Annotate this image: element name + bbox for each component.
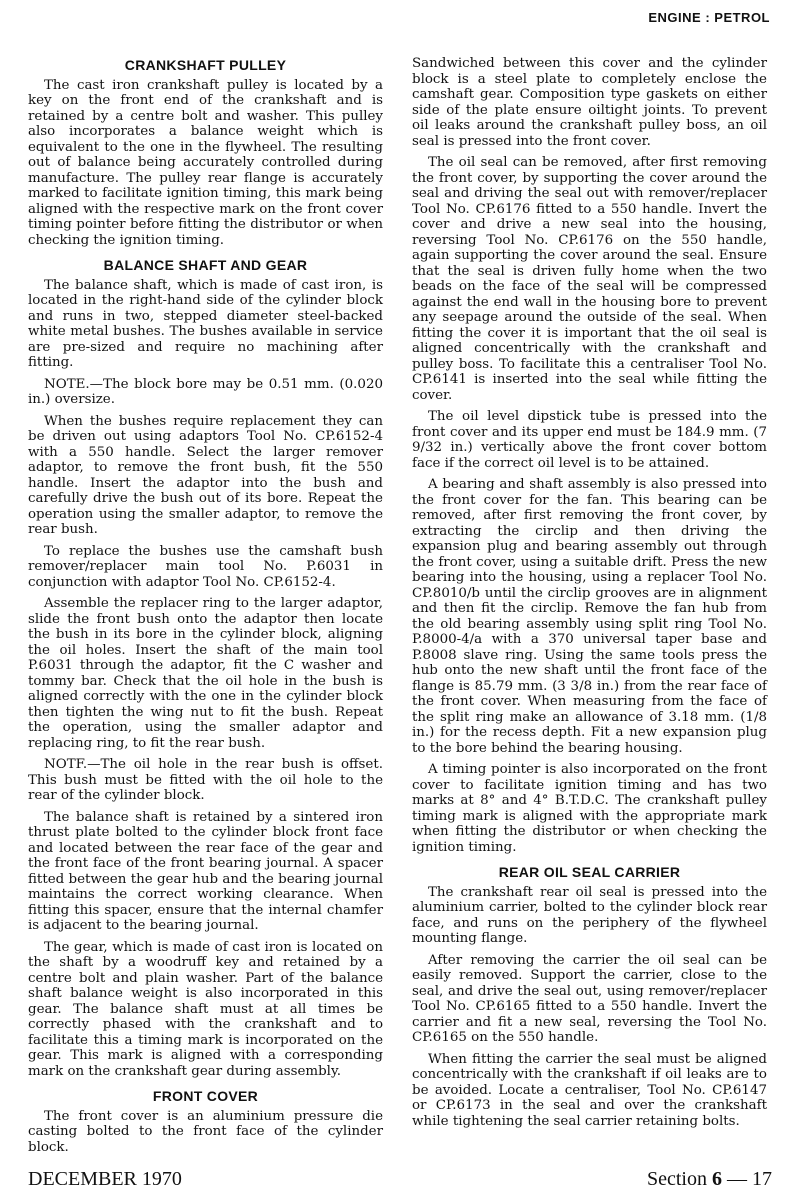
left-column xyxy=(28,58,383,1161)
section-label: Section xyxy=(647,1168,707,1190)
paragraph: Assemble the replacer ring to the larger adaptor, slide the front bush onto the adaptor then locate the bush in its bore in the cylinder block, aligning the oil holes. Insert the shaft of the main tool P.6031 through the adaptor, fit the C washer and tommy bar. Check that the oil hole in the bush is aligned correctly with the one in the cylinder block then tighten the wing nut to fit the bush. Repeat the operation, using the smaller adaptor and replacing ring, to fit the rear bush. xyxy=(28,596,383,751)
heading-rear-oil-seal-carrier: REAR OIL SEAL CARRIER xyxy=(498,864,681,880)
paragraph-continued: Sandwiched between this cover and the cylinder block is a steel plate to completely enclose the camshaft gear. Composition type gaskets on either side of the plate ensure oiltight joints. To prevent oil leaks around the crankshaft pulley boss, an oil seal is pressed into the front cover. xyxy=(412,56,767,149)
paragraph: A bearing and shaft assembly is also pressed into the front cover for the fan. This bearing can be removed, after first removing the front cover, by extracting the circlip and then driving the expansion plug and bearing assembly out through the front cover, using a suitable drift. Press the new bearing into the housing, using a replacer Tool No. CP.8010/b until the circlip grooves are in alignment and then fit the circlip. Remove the fan hub from the old bearing assembly using split ring Tool No. P.8000-4/a with a 370 universal taper base and P.8008 slave ring. Using the same tools press the hub onto the new shaft until the front face of the flange is 85.79 mm. (3 3/8 in.) from the rear face of the front cover. When measuring from the face of the split ring make an allowance of 3.18 mm. (1/8 in.) for the recess depth. Fit a new expansion plug to the bore behind the bearing housing. xyxy=(412,477,767,756)
paragraph: The gear, which is made of cast iron is located on the shaft by a woodruff key and retained by a centre bolt and plain washer. Part of the balance shaft balance weight is also incorporated in this gear. The balance shaft must at all times be correctly phased with the crankshaft and to facilitate this a timing mark is incorporated on the gear. This mark is aligned with a corresponding mark on the crankshaft gear during assembly. xyxy=(28,939,383,1079)
paragraph: To replace the bushes use the camshaft bush remover/replacer main tool No. P.6031 in conjunction with adaptor Tool No. CP.6152-4. xyxy=(28,543,383,590)
paragraph: The balance shaft is retained by a sintered iron thrust plate bolted to the cylinder block front face and located between the rear face of the gear and the front face of the front bearing journal. A spacer fitted between the gear hub and the bearing journal maintains the correct working clearance. When fitting this spacer, ensure that the internal chamfer is adjacent to the bearing journal. xyxy=(28,809,383,933)
paragraph: A timing pointer is also incorporated on the front cover to facilitate ignition timing and has two marks at 8° and 4° B.T.D.C. The crankshaft pulley timing mark is aligned with the appropriate mark when fitting the distributor or when checking the ignition timing. xyxy=(412,762,767,855)
heading-crankshaft-pulley: CRANKSHAFT PULLEY xyxy=(124,57,287,73)
page-suffix: — 17 xyxy=(727,1168,772,1190)
footer-date: DECEMBER 1970 xyxy=(28,1168,182,1190)
paragraph: The balance shaft, which is made of cast iron, is located in the right-hand side of the cylinder block and runs in two, stepped diameter steel-backed white metal bushes. The bushes available in service are pre-sized and require no machining after fitting. xyxy=(28,277,383,370)
paragraph: When fitting the carrier the seal must be aligned concentrically with the crankshaft if oil leaks are to be avoided. Locate a centraliser, Tool No. CP.6147 or CP.6173 in the seal and over the crankshaft while tightening the seal carrier retaining bolts. xyxy=(412,1051,767,1129)
note-paragraph: NOTE.—The block bore may be 0.51 mm. (0.020 in.) oversize. xyxy=(28,376,383,407)
paragraph: The crankshaft rear oil seal is pressed into the aluminium carrier, bolted to the cylinder block rear face, and runs on the periphery of the flywheel mounting flange. xyxy=(412,884,767,946)
right-column xyxy=(412,56,767,1135)
paragraph: The oil seal can be removed, after first removing the front cover, by supporting the cover around the seal and driving the seal out with remover/replacer Tool No. CP.6176 fitted to a 550 handle. Invert the cover and drive a new seal into the housing, reversing Tool No. CP.6176 on the 550 handle, again supporting the cover around the seal. Ensure that the seal is driven fully home when the two beads on the face of the seal will be compressed against the end wall in the housing bore to prevent any seepage around the outside of the seal. When fitting the cover it is important that the oil seal is aligned concentrically with the crankshaft and pulley boss. To facilitate this a centraliser Tool No. CP.6141 is inserted into the seal while fitting the cover. xyxy=(412,155,767,403)
paragraph: After removing the carrier the oil seal can be easily removed. Support the carrier, close to the seal, and drive the seal out, using remover/replacer Tool No. CP.6165 fitted to a 550 handle. Invert the carrier and fit a new seal, reversing the Tool No. CP.6165 on the 550 handle. xyxy=(412,952,767,1045)
heading-front-cover: FRONT COVER xyxy=(152,1088,259,1104)
paragraph: The cast iron crankshaft pulley is located by a key on the front end of the crankshaft and is retained by a centre bolt and washer. This pulley also incorporates a balance weight which is equivalent to the one in the flywheel. The resulting out of balance being accurately controlled during manufacture. The pulley rear flange is accurately marked to facilitate ignition timing, this mark being aligned with the respective mark on the front cover timing pointer before fitting the distributor or when checking the ignition timing. xyxy=(28,77,383,248)
section-number: 6 xyxy=(712,1168,722,1190)
running-header: ENGINE : PETROL xyxy=(648,10,770,25)
footer-page-number xyxy=(647,1168,772,1191)
paragraph: When the bushes require replacement they can be driven out using adaptors Tool No. CP.6152-4 with a 550 handle. Select the larger remover adaptor, to remove the front bush, fit the 550 handle. Insert the adaptor into the bush and carefully drive the bush out of its bore. Repeat the operation using the smaller adaptor, to remove the rear bush. xyxy=(28,413,383,537)
paragraph: The front cover is an aluminium pressure die casting bolted to the front face of the cylinder block. xyxy=(28,1108,383,1155)
note-paragraph: NOTF.—The oil hole in the rear bush is offset. This bush must be fitted with the oil hole to the rear of the cylinder block. xyxy=(28,757,383,803)
paragraph: The oil level dipstick tube is pressed into the front cover and its upper end must be 184.9 mm. (7 9/32 in.) vertically above the front cover bottom face if the correct oil level is to be attained. xyxy=(412,409,767,471)
heading-balance-shaft: BALANCE SHAFT AND GEAR xyxy=(103,257,308,273)
